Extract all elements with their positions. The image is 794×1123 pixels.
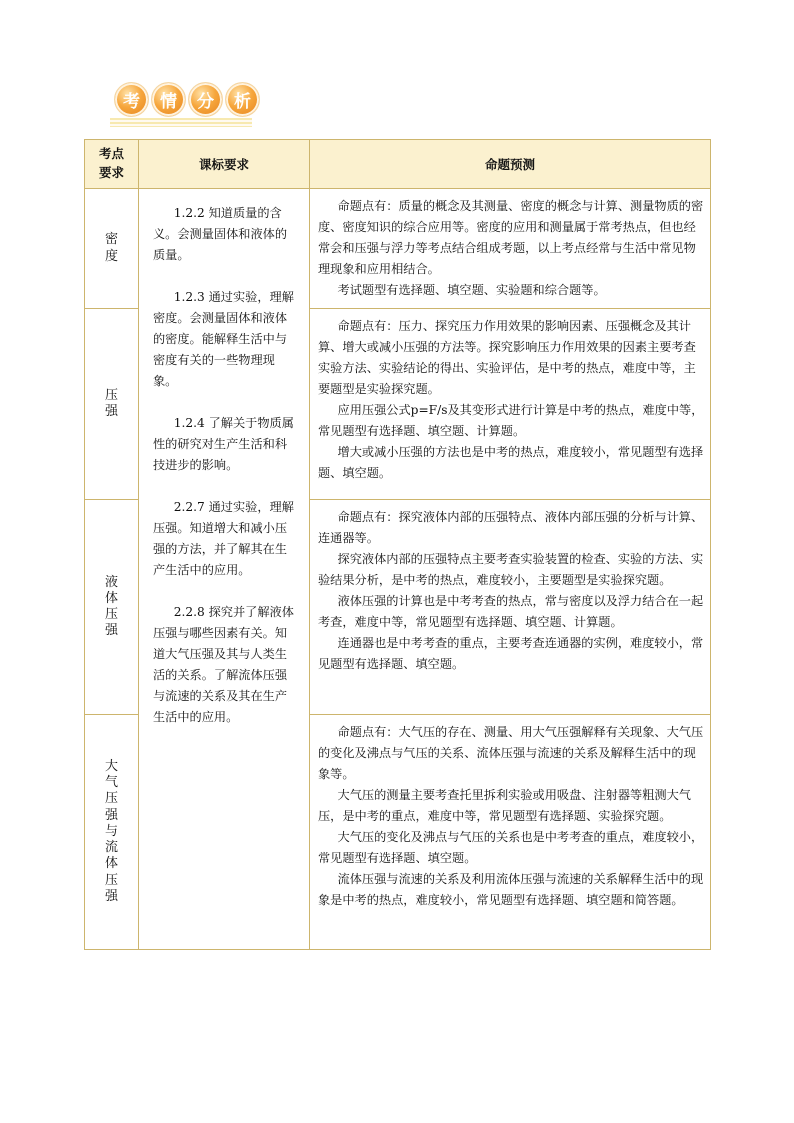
- prediction-pressure: 命题点有：压力、探究压力作用效果的影响因素、压强概念及其计算、增大或减小压强的方法等。探究影响压力作用效果的因素主要考查实验方法、实验结论的得出、实验评估，是中考的热点，难度中等，主要题型是实验探究题。 应用压强公式p=F/s及其变形式进行计算是中考的热点，难度中等，常见题型有选择题、填空题、计算题。 增大或减小压强的方法也是中考的热点，难度较小，常见题型有选择题、填空题。: [310, 309, 711, 500]
- header-prediction: 命题预测: [310, 140, 711, 189]
- banner-char-2: 情: [151, 82, 186, 117]
- standard-item: 2.2.7 通过实验，理解压强。知道增大和减小压强的方法，并了解其在生产生活中的应用。: [153, 500, 294, 577]
- standard-item: 1.2.2 知道质量的含义。会测量固体和液体的质量。: [153, 206, 288, 262]
- topic-pressure: 压强: [85, 309, 139, 500]
- header-standard: 课标要求: [139, 140, 310, 189]
- prediction-atmospheric-pressure: 命题点有：大气压的存在、测量、用大气压强解释有关现象、大气压的变化及沸点与气压的关系、流体压强与流速的关系及解释生活中的现象等。 大气压的测量主要考查托里拆利实验或用吸盘、注射器等粗测大气压，是中考的重点，难度中等，常见题型有选择题、实验探究题。 大气压的变化及沸点与气压的关系也是中考考查的重点，难度较小，常见题型有选择题、填空题。 流体压强与流速的关系及利用流体压强与流速的关系解释生活中的现象是中考的热点，难度较小，常见题型有选择题、填空题和简答题。: [310, 715, 711, 950]
- table-row: [85, 189, 711, 309]
- banner-char-1: 考: [114, 82, 149, 117]
- banner-underline: [110, 118, 252, 127]
- standards-cell: [139, 189, 310, 950]
- topic-liquid-pressure: 液体压强: [85, 500, 139, 715]
- prediction-liquid-pressure: 命题点有：探究液体内部的压强特点、液体内部压强的分析与计算、连通器等。 探究液体内部的压强特点主要考查实验装置的检查、实验的方法、实验结果分析，是中考的热点，难度较小，主要题型是实验探究题。 液体压强的计算也是中考考查的热点，常与密度以及浮力结合在一起考查，难度中等，常见题型有选择题、填空题、计算题。 连通器也是中考考查的重点，主要考查连通器的实例，难度较小，常见题型有选择题、填空题。: [310, 500, 711, 715]
- standard-item: 2.2.8 探究并了解液体压强与哪些因素有关。知道大气压强及其与人类生活的关系。了解流体压强与流速的关系及其在生产生活中的应用。: [153, 605, 294, 724]
- topic-density: 密度: [85, 189, 139, 309]
- banner-char-3: 分: [188, 82, 223, 117]
- header-row: [85, 140, 711, 189]
- standard-item: 1.2.4 了解关于物质属性的研究对生产生活和科技进步的影响。: [153, 416, 294, 472]
- prediction-density: 命题点有：质量的概念及其测量、密度的概念与计算、测量物质的密度、密度知识的综合应用等。密度的应用和测量属于常考热点，但也经常会和压强与浮力等考点结合组成考题，以上考点经常与生活中常见物理现象和应用相结合。 考试题型有选择题、填空题、实验题和综合题等。: [310, 189, 711, 309]
- header-point: 考点要求: [85, 140, 139, 189]
- banner-char-4: 析: [225, 82, 260, 117]
- topic-atmospheric-pressure: 大气压强与流体压强: [85, 715, 139, 950]
- section-banner: [110, 80, 260, 130]
- analysis-table: [84, 139, 711, 950]
- standard-item: 1.2.3 通过实验，理解密度。会测量固体和液体的密度。能解释生活中与密度有关的一些物理现象。: [153, 290, 294, 388]
